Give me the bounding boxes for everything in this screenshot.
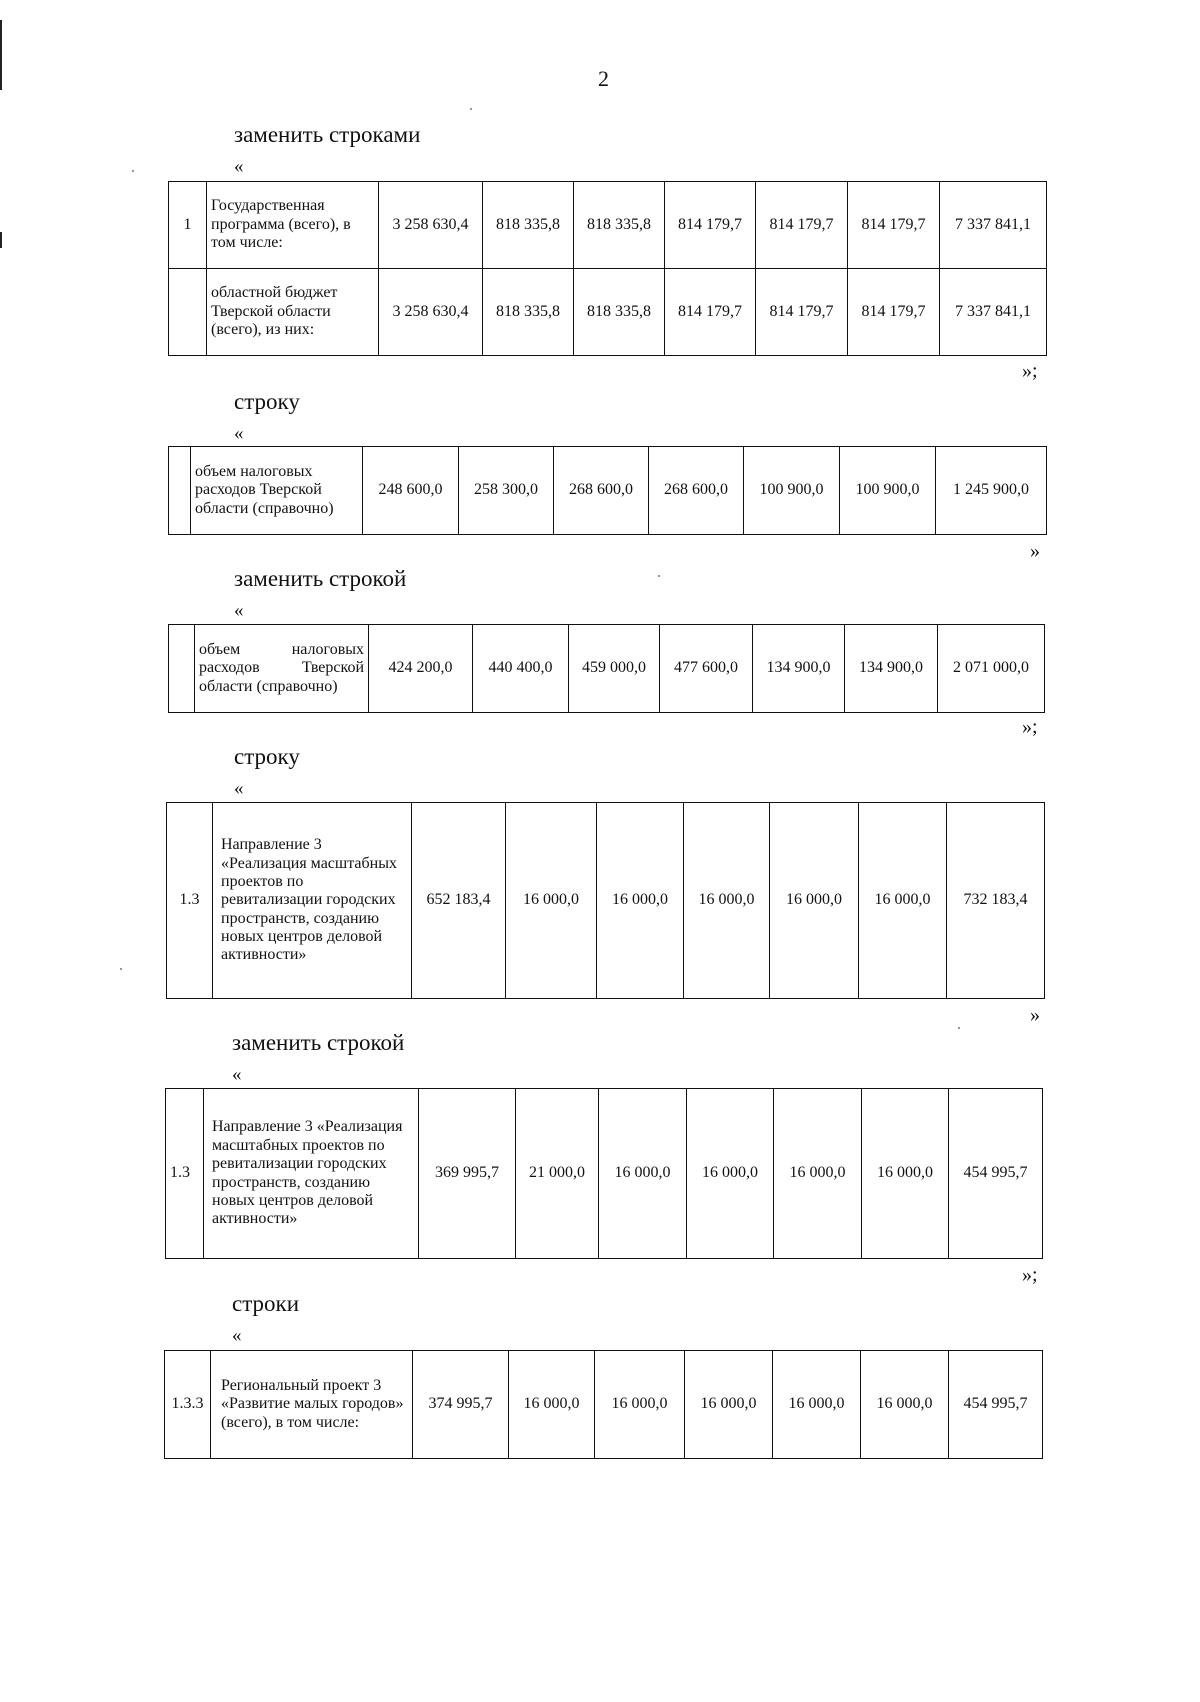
value-cell: 16 000,0 (861, 1351, 949, 1459)
regional-project-table (164, 1350, 1043, 1459)
row-name: областной бюджет Тверской области (всего), из них: (207, 269, 379, 356)
value-cell: 16 000,0 (773, 1351, 861, 1459)
value-cell: 268 600,0 (554, 447, 649, 535)
row-name: Направление 3 «Реализация масштабных проектов по ревитализации городских пространств, созданию новых центров деловой активности» (213, 803, 412, 999)
value-cell: 424 200,0 (369, 625, 473, 713)
value-cell: 16 000,0 (859, 803, 947, 999)
value-cell: 818 335,8 (574, 182, 665, 269)
value-cell: 369 995,7 (419, 1089, 516, 1259)
value-cell: 134 900,0 (845, 625, 938, 713)
table-row (169, 447, 1047, 535)
row-number: 1.3 (166, 1089, 204, 1259)
open-quote: « (234, 600, 244, 621)
value-cell: 16 000,0 (687, 1089, 774, 1259)
scan-speck (132, 170, 134, 172)
scan-edge-mark (0, 20, 2, 90)
value-cell: 268 600,0 (649, 447, 744, 535)
value-cell: 3 258 630,4 (379, 182, 483, 269)
value-cell: 248 600,0 (363, 447, 459, 535)
value-cell: 814 179,7 (665, 269, 756, 356)
close-quote: » (1030, 540, 1040, 562)
value-cell: 16 000,0 (862, 1089, 949, 1259)
close-quote: »; (1022, 1264, 1038, 1286)
scan-speck (958, 1027, 960, 1029)
value-cell: 818 335,8 (574, 269, 665, 356)
row-name: Региональный проект 3 «Развитие малых городов» (всего), в том числе: (211, 1351, 413, 1459)
value-cell: 21 000,0 (516, 1089, 599, 1259)
row-number (169, 269, 207, 356)
value-cell: 16 000,0 (685, 1351, 773, 1459)
value-cell: 258 300,0 (459, 447, 554, 535)
scan-speck (120, 968, 122, 970)
section-heading: строку (234, 744, 300, 769)
row-name: объем налоговых расходов Тверской области (справочно) (191, 447, 363, 535)
table-row (166, 1089, 1043, 1259)
section-heading: заменить строкой (232, 1030, 405, 1055)
tax-expenditure-table (168, 624, 1045, 713)
value-cell: 454 995,7 (949, 1351, 1043, 1459)
value-cell: 652 183,4 (412, 803, 506, 999)
direction-table (165, 1088, 1043, 1259)
value-cell: 2 071 000,0 (938, 625, 1045, 713)
value-cell: 732 183,4 (947, 803, 1045, 999)
open-quote: « (234, 778, 244, 799)
row-number: 1.3 (167, 803, 213, 999)
value-cell: 16 000,0 (506, 803, 597, 999)
open-quote: « (234, 423, 244, 444)
value-cell: 134 900,0 (753, 625, 845, 713)
close-quote: »; (1022, 360, 1038, 382)
table-row (169, 625, 1045, 713)
page-number: 2 (598, 66, 609, 91)
value-cell: 16 000,0 (774, 1089, 862, 1259)
value-cell: 814 179,7 (848, 269, 940, 356)
close-quote: »; (1022, 716, 1038, 738)
scan-speck (470, 108, 472, 110)
value-cell: 16 000,0 (595, 1351, 685, 1459)
value-cell: 100 900,0 (840, 447, 936, 535)
value-cell: 3 258 630,4 (379, 269, 483, 356)
value-cell: 818 335,8 (483, 269, 574, 356)
section-heading: строки (232, 1291, 300, 1316)
value-cell: 814 179,7 (756, 269, 848, 356)
value-cell: 818 335,8 (483, 182, 574, 269)
tax-expenditure-table (168, 446, 1047, 535)
open-quote: « (232, 1325, 242, 1346)
row-name: объем налоговых расходов Тверской области (справочно) (195, 625, 369, 713)
row-name: Направление 3 «Реализация масштабных проектов по ревитализации городских пространств, созданию новых центров деловой активности» (204, 1089, 419, 1259)
table-row (169, 269, 1047, 356)
open-quote: « (232, 1064, 242, 1085)
budget-table (168, 181, 1047, 356)
value-cell: 459 000,0 (569, 625, 660, 713)
value-cell: 454 995,7 (949, 1089, 1043, 1259)
row-number (169, 447, 191, 535)
scan-edge-mark (0, 232, 2, 248)
value-cell: 814 179,7 (665, 182, 756, 269)
section-heading: строку (234, 389, 300, 414)
value-cell: 1 245 900,0 (936, 447, 1047, 535)
table-row (169, 182, 1047, 269)
value-cell: 440 400,0 (473, 625, 569, 713)
value-cell: 16 000,0 (597, 803, 684, 999)
direction-table (166, 802, 1045, 999)
value-cell: 100 900,0 (744, 447, 840, 535)
value-cell: 814 179,7 (756, 182, 848, 269)
value-cell: 814 179,7 (848, 182, 940, 269)
table-row (165, 1351, 1043, 1459)
value-cell: 7 337 841,1 (940, 182, 1047, 269)
section-heading: заменить строками (234, 122, 421, 147)
row-number: 1 (169, 182, 207, 269)
value-cell: 477 600,0 (660, 625, 753, 713)
value-cell: 16 000,0 (684, 803, 770, 999)
table-row (167, 803, 1045, 999)
close-quote: » (1030, 1004, 1040, 1026)
value-cell: 16 000,0 (509, 1351, 595, 1459)
value-cell: 374 995,7 (413, 1351, 509, 1459)
open-quote: « (234, 156, 244, 177)
section-heading: заменить строкой (234, 566, 407, 591)
row-number (169, 625, 195, 713)
value-cell: 16 000,0 (770, 803, 859, 999)
row-number: 1.3.3 (165, 1351, 211, 1459)
scan-speck (658, 575, 660, 577)
value-cell: 7 337 841,1 (940, 269, 1047, 356)
row-name: Государственная программа (всего), в том числе: (207, 182, 379, 269)
value-cell: 16 000,0 (599, 1089, 687, 1259)
